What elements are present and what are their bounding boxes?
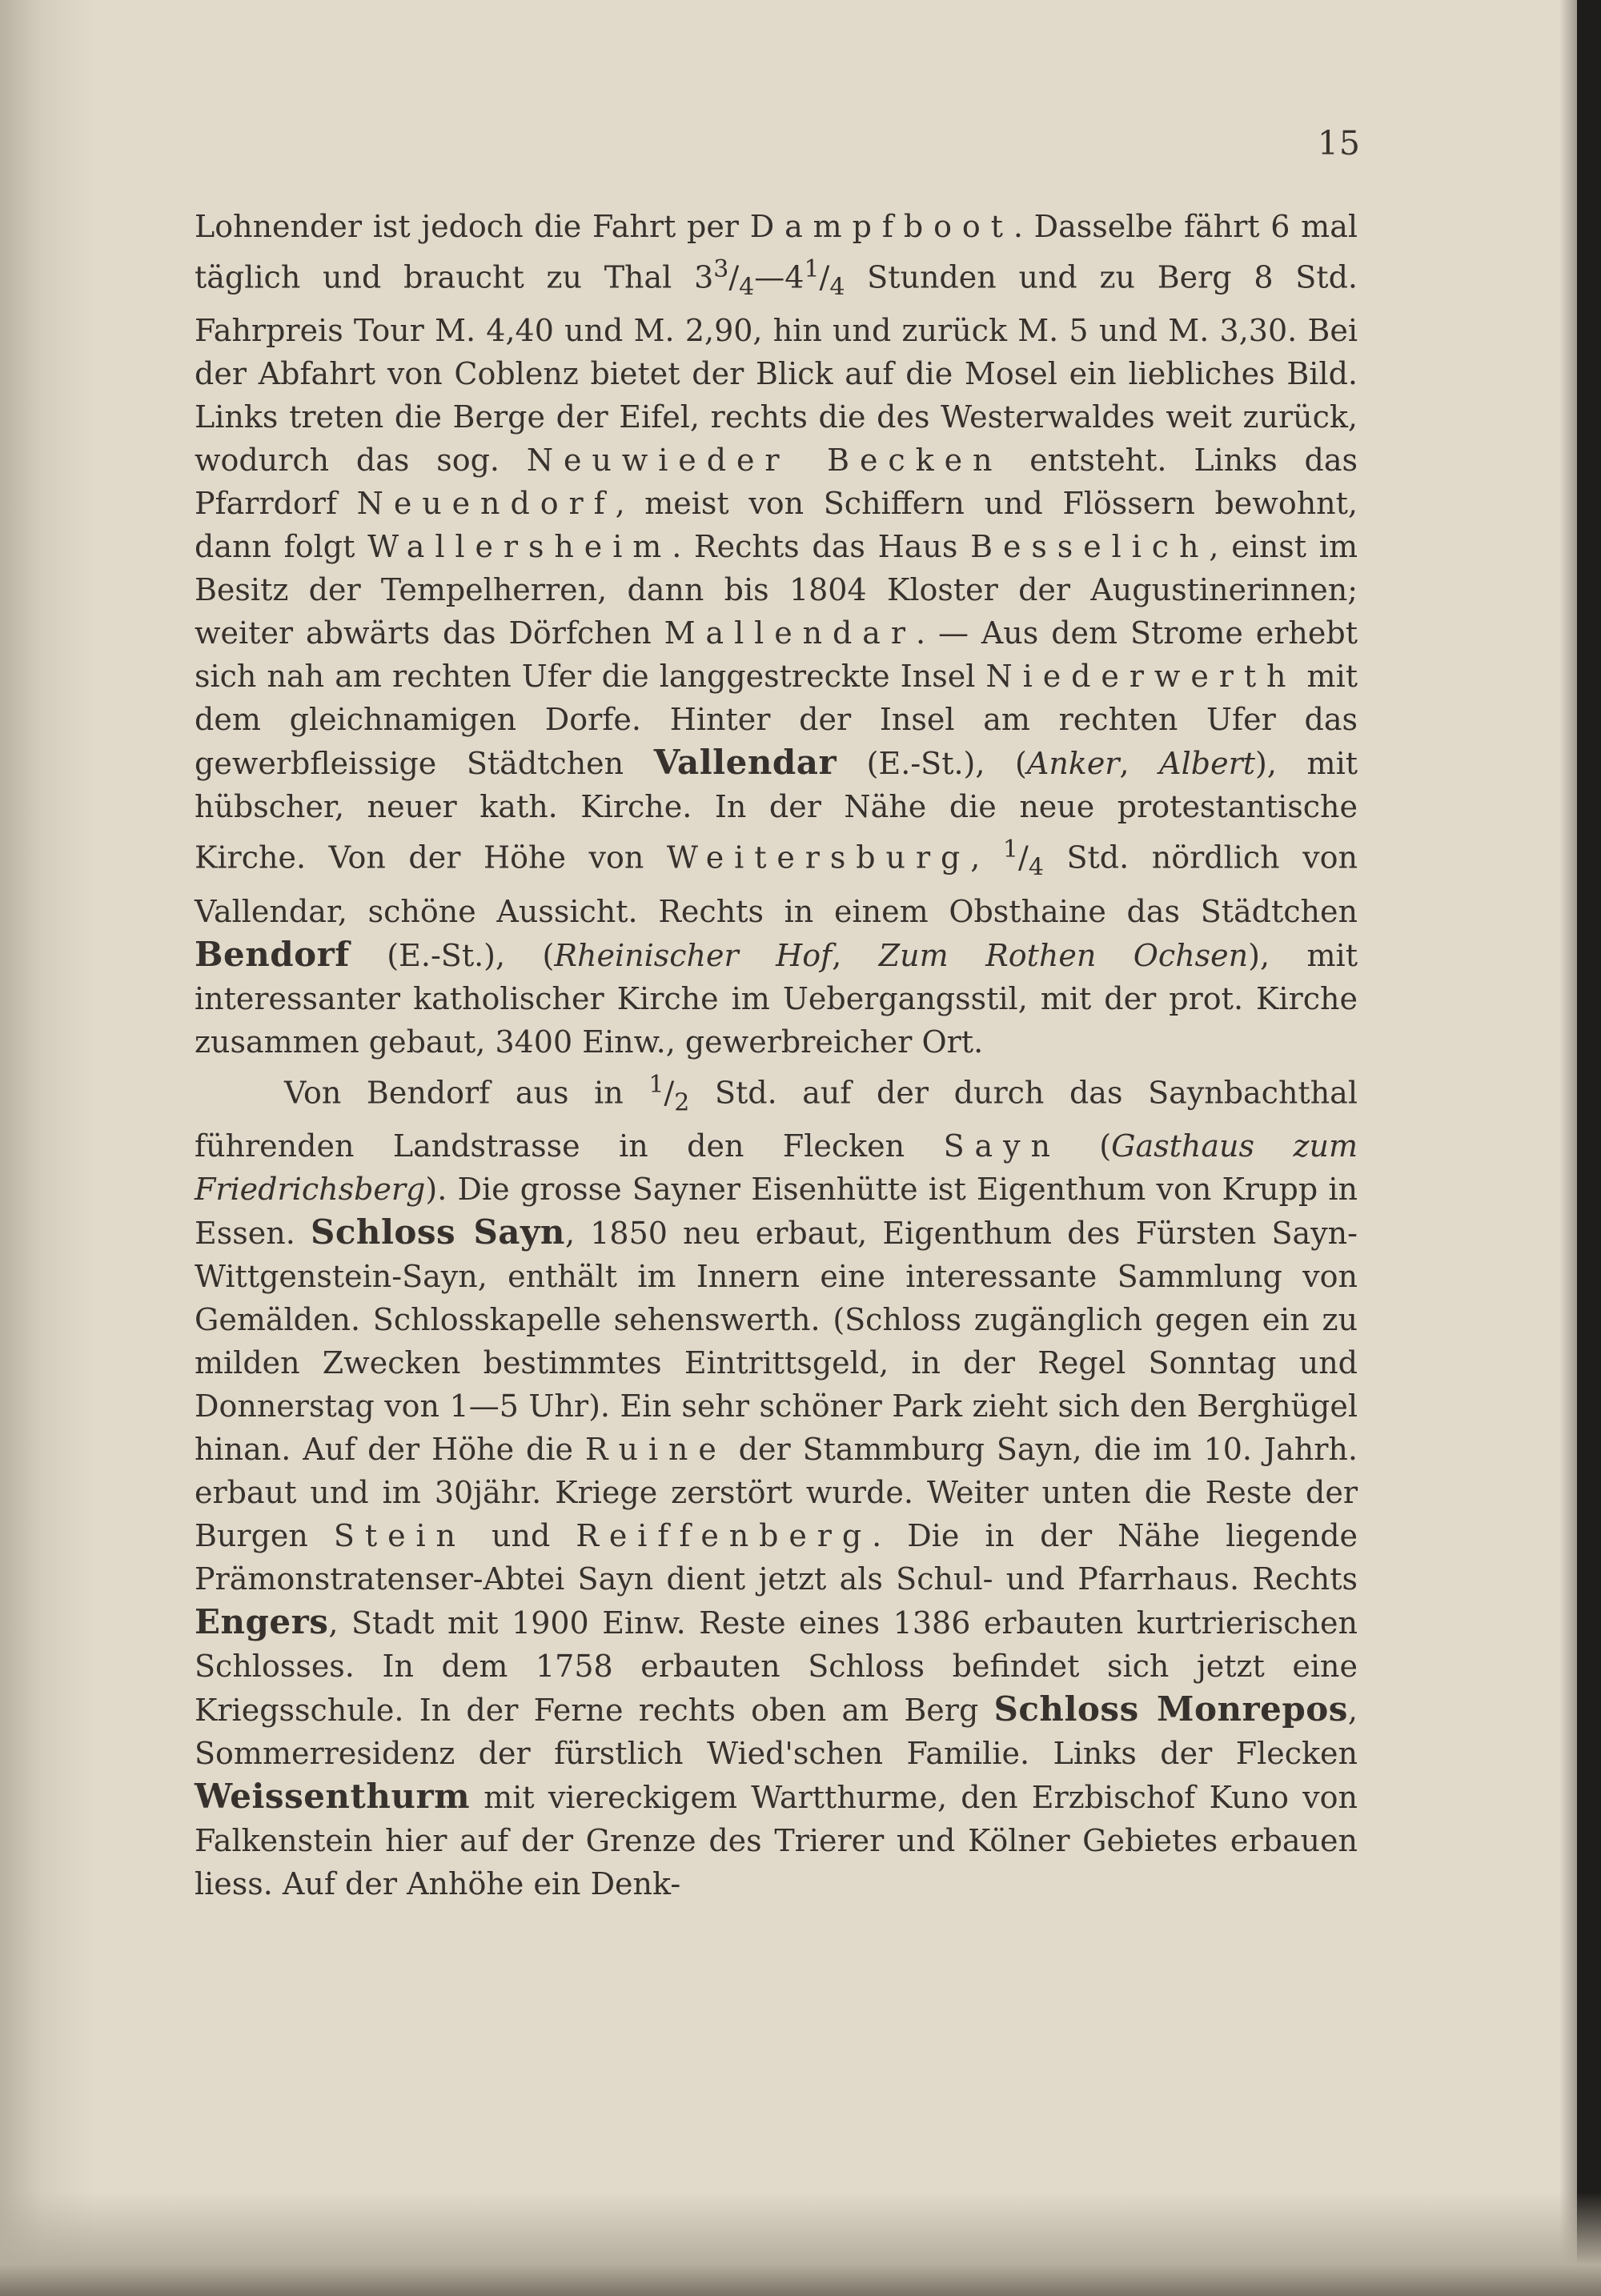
body-text [195,205,1358,1905]
paragraph-2: Von Bendorf aus in $^1/_2$ Std. auf der durch das Saynbachthal führenden Landstrasse in den Flecken Sayn (Gasthaus zum Friedrichsberg). Die grosse Sayner Eisenhütte ist Eigenthum von Krupp in Essen. Schloss Sayn, 1850 neu erbaut, Eigenthum des Fürsten Sayn-Wittgenstein-Sayn, enthält im Innern eine interessante Sammlung von Gemälden. Schlosskapelle sehenswerth. (Schloss zugänglich gegen ein zu milden Zwecken bestimmtes Eintrittsgeld, in der Regel Sonntag und Donnerstag von 1—5 Uhr). Ein sehr schöner Park zieht sich den Berghügel hinan. Auf der Höhe die Ruine der Stammburg Sayn, die im 10. Jahrh. erbaut und im 30jähr. Kriege zerstört wurde. Weiter unten die Reste der Burgen Stein und Reiffenberg. Die in der Nähe liegende Prämonstratenser-Abtei Sayn dient jetzt als Schul- und Pfarrhaus. Rechts Engers, Stadt mit 1900 Einw. Reste eines 1386 erbauten kurtrierischen Schlosses. In dem 1758 erbauten Schloss befindet sich jetzt eine Kriegsschule. In der Ferne rechts oben am Berg Schloss Monrepos, Sommerresidenz der fürstlich Wied'schen Familie. Links der Flecken Weissenthurm mit viereckigem Wartthurme, den Erzbischof Kuno von Falkenstein hier auf der Grenze des Trierer und Kölner Gebietes erbauen liess. Auf der Anhöhe ein Denk- [195,1070,1358,1901]
page-number: 15 [1317,124,1361,162]
paragraph-1: Lohnender ist jedoch die Fahrt per Dampfboot. Dasselbe fährt 6 mal täglich und braucht zu Thal $3^3/_4—4^1/_4$ Stunden und zu Berg 8 Std. Fahrpreis Tour M. 4,40 und M. 2,90, hin und zurück M. 5 und M. 3,30. Bei der Abfahrt von Coblenz bietet der Blick auf die Mosel ein liebliches Bild. Links treten die Berge der Eifel, rechts die des Westerwaldes weit zurück, wodurch das sog. Neuwieder Becken entsteht. Links das Pfarrdorf Neuendorf, meist von Schiffern und Flössern bewohnt, dann folgt Wallersheim. Rechts das Haus Besselich, einst im Besitz der Tempelherren, dann bis 1804 Kloster der Augustinerinnen; weiter abwärts das Dörfchen Mallendar. — Aus dem Strome erhebt sich nah am rechten Ufer die langgestreckte Insel Niederwerth mit dem gleichnamigen Dorfe. Hinter der Insel am rechten Ufer das gewerbfleissige Städtchen Vallendar (E.-St.), (Anker, Albert), mit hübscher, neuer kath. Kirche. In der Nähe die neue protestantische Kirche. Von der Höhe von Weitersburg, $^1/_4$ Std. nördlich von Vallendar, schöne Aussicht. Rechts in einem Obsthaine das Städtchen Bendorf (E.-St.), (Rheinischer Hof, Zum Rothen Ochsen), mit interessanter katholischer Kirche im Uebergangsstil, mit der prot. Kirche zusammen gebaut, 3400 Einw., gewerbreicher Ort. [195,209,1358,1060]
gutter-shadow [0,0,96,2296]
book-edge [1577,0,1601,2296]
page-edge-shade [1559,0,1577,2296]
bottom-shadow [0,2192,1601,2296]
